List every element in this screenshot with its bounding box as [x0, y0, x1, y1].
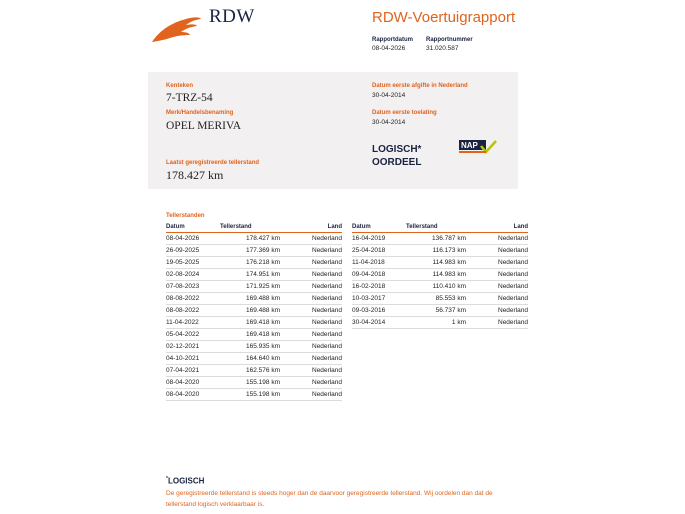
cell-date: 09-03-2016	[352, 305, 406, 317]
brand-label: Merk/Handelsbenaming	[166, 110, 234, 116]
table-row	[166, 365, 342, 377]
cell-reading: 169.488 km	[220, 305, 280, 317]
table-row	[352, 293, 528, 305]
cell-date: 11-04-2022	[166, 317, 220, 329]
cell-date: 08-08-2022	[166, 305, 220, 317]
report-date-label: Rapportdatum	[372, 37, 413, 43]
cell-date: 08-04-2026	[166, 233, 220, 245]
cell-reading: 110.410 km	[406, 281, 466, 293]
cell-reading: 114.983 km	[406, 257, 466, 269]
cell-country: Nederland	[280, 281, 342, 293]
verdict-line2: OORDEEL	[372, 157, 422, 168]
table-header-row	[166, 223, 342, 233]
table-row	[352, 281, 528, 293]
footer-title-text: LOGISCH	[167, 476, 205, 486]
rdw-logo-icon	[150, 14, 202, 44]
table-row	[352, 269, 528, 281]
cell-date: 02-08-2024	[166, 269, 220, 281]
cell-date: 08-08-2022	[166, 293, 220, 305]
table-row	[166, 353, 342, 365]
cell-country: Nederland	[280, 353, 342, 365]
cell-date: 25-04-2018	[352, 245, 406, 257]
col-country-header: Land	[466, 223, 528, 233]
cell-date: 16-04-2019	[352, 233, 406, 245]
cell-date: 07-08-2023	[166, 281, 220, 293]
cell-date: 09-04-2018	[352, 269, 406, 281]
cell-date: 30-04-2014	[352, 317, 406, 329]
odometer-table-left	[166, 223, 342, 401]
cell-country: Nederland	[466, 233, 528, 245]
cell-date: 19-05-2025	[166, 257, 220, 269]
table-row	[166, 341, 342, 353]
cell-country: Nederland	[280, 305, 342, 317]
cell-reading: 169.418 km	[220, 329, 280, 341]
col-reading-header: Tellerstand	[220, 223, 280, 233]
report-date: 08-04-2026	[372, 45, 406, 52]
table-row	[166, 257, 342, 269]
cell-reading: 165.935 km	[220, 341, 280, 353]
cell-date: 08-04-2020	[166, 377, 220, 389]
cell-country: Nederland	[280, 317, 342, 329]
col-date-header: Datum	[166, 223, 220, 233]
plate-label: Kenteken	[166, 83, 194, 89]
footer-title	[166, 476, 204, 486]
cell-reading: 178.427 km	[220, 233, 280, 245]
cell-reading: 136.787 km	[406, 233, 466, 245]
cell-reading: 85.553 km	[406, 293, 466, 305]
cell-country: Nederland	[466, 305, 528, 317]
report-number-label: Rapportnummer	[426, 37, 473, 43]
cell-date: 16-02-2018	[352, 281, 406, 293]
table-header-row	[352, 223, 528, 233]
cell-date: 07-04-2021	[166, 365, 220, 377]
cell-country: Nederland	[466, 269, 528, 281]
cell-reading: 155.198 km	[220, 389, 280, 401]
nap-check-logo-icon	[459, 140, 497, 154]
cell-country: Nederland	[280, 293, 342, 305]
cell-reading: 114.983 km	[406, 269, 466, 281]
cell-reading: 169.488 km	[220, 293, 280, 305]
brand-value: OPEL MERIVA	[166, 120, 242, 132]
report-number: 31.020.587	[426, 45, 459, 52]
logo-text: RDW	[209, 6, 255, 27]
cell-country: Nederland	[280, 365, 342, 377]
cell-country: Nederland	[280, 329, 342, 341]
footer-text: De geregistreerde tellerstand is steeds hoger dan de daarvoor geregistreerde tellerstand. Wij oordelen dan dat de tellerstand logisch verklaarbaar is.	[166, 490, 493, 508]
cell-reading: 177.369 km	[220, 245, 280, 257]
cell-country: Nederland	[280, 257, 342, 269]
col-reading-header: Tellerstand	[406, 223, 466, 233]
table-row	[352, 245, 528, 257]
cell-country: Nederland	[466, 245, 528, 257]
table-row	[166, 305, 342, 317]
first-issue-value: 30-04-2014	[372, 92, 406, 99]
table-row	[166, 317, 342, 329]
cell-date: 10-03-2017	[352, 293, 406, 305]
table-row	[166, 329, 342, 341]
table-row	[166, 389, 342, 401]
table-row	[352, 233, 528, 245]
cell-reading: 169.418 km	[220, 317, 280, 329]
cell-reading: 174.951 km	[220, 269, 280, 281]
cell-country: Nederland	[280, 389, 342, 401]
cell-reading: 1 km	[406, 317, 466, 329]
table-row	[166, 269, 342, 281]
table-row	[166, 281, 342, 293]
verdict	[372, 143, 421, 169]
first-admission-value: 30-04-2014	[372, 119, 406, 126]
footer-asterisk: *	[166, 476, 168, 482]
table-row	[166, 377, 342, 389]
cell-country: Nederland	[280, 245, 342, 257]
cell-date: 11-04-2018	[352, 257, 406, 269]
cell-reading: 171.925 km	[220, 281, 280, 293]
cell-reading: 155.198 km	[220, 377, 280, 389]
table-row	[352, 305, 528, 317]
cell-date: 08-04-2020	[166, 389, 220, 401]
cell-country: Nederland	[466, 317, 528, 329]
cell-reading: 56.737 km	[406, 305, 466, 317]
cell-date: 04-10-2021	[166, 353, 220, 365]
col-date-header: Datum	[352, 223, 406, 233]
cell-country: Nederland	[280, 269, 342, 281]
cell-date: 26-09-2025	[166, 245, 220, 257]
cell-date: 02-12-2021	[166, 341, 220, 353]
table-row	[352, 317, 528, 329]
table-row	[166, 245, 342, 257]
table-row	[166, 233, 342, 245]
col-country-header: Land	[280, 223, 342, 233]
table-row	[166, 293, 342, 305]
plate-value: 7-TRZ-54	[166, 92, 213, 104]
cell-reading: 176.218 km	[220, 257, 280, 269]
first-issue-label: Datum eerste afgifte in Nederland	[372, 83, 468, 89]
first-admission-label: Datum eerste toelating	[372, 110, 437, 116]
nap-text: NAP	[461, 141, 478, 150]
cell-country: Nederland	[280, 377, 342, 389]
cell-reading: 116.173 km	[406, 245, 466, 257]
verdict-line1: LOGISCH*	[372, 144, 422, 155]
cell-country: Nederland	[466, 293, 528, 305]
report-title: RDW-Voertuigrapport	[372, 9, 516, 26]
odometer-table-right	[352, 223, 528, 329]
last-reading-value: 178.427 km	[166, 168, 224, 182]
cell-country: Nederland	[280, 341, 342, 353]
cell-country: Nederland	[466, 257, 528, 269]
cell-reading: 164.640 km	[220, 353, 280, 365]
last-reading-label: Laatst geregistreerde tellerstand	[166, 160, 260, 166]
cell-reading: 162.576 km	[220, 365, 280, 377]
cell-date: 05-04-2022	[166, 329, 220, 341]
table-row	[352, 257, 528, 269]
cell-country: Nederland	[466, 281, 528, 293]
odometer-section-title: Tellerstanden	[166, 213, 205, 219]
cell-country: Nederland	[280, 233, 342, 245]
